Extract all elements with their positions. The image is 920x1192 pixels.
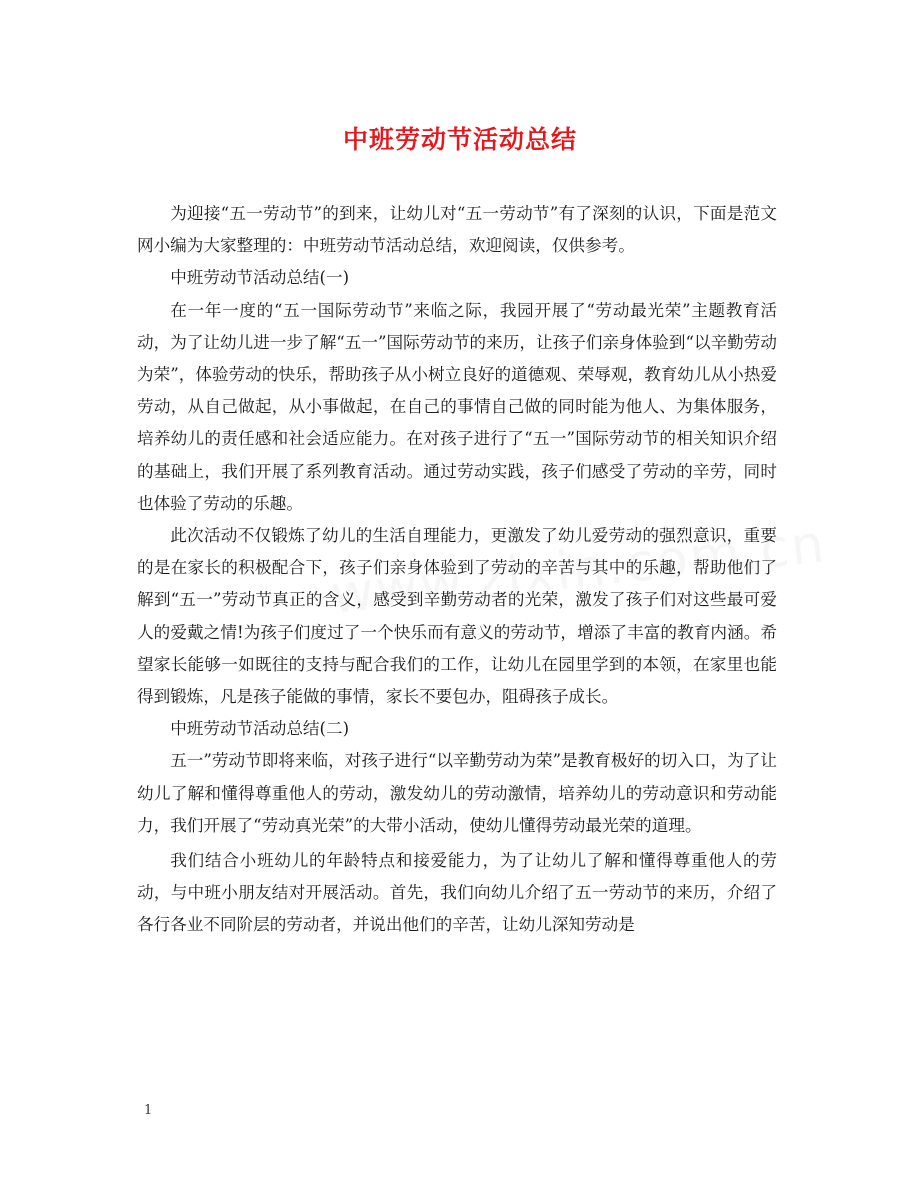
section-heading-1: 中班劳动节活动总结(一)	[170, 268, 350, 288]
document-body	[137, 198, 777, 942]
page-number: 1	[144, 1103, 153, 1118]
document-title: 中班劳动节活动总结	[342, 125, 577, 154]
section-heading-2: 中班劳动节活动总结(二)	[170, 719, 350, 739]
body-paragraph: 此次活动不仅锻炼了幼儿的生活自理能力，更激发了幼儿爱劳动的强烈意识，重要的是在家长的积极配合下，孩子们亲身体验到了劳动的辛苦与其中的乐趣，帮助他们了解到“五一”劳动节真正的含义，感受到辛勤劳动者的光荣，激发了孩子们对这些最可爱人的爱戴之情!为孩子们度过了一个快乐而有意义的劳动节，增添了丰富的教育内涵。希望家长能够一如既往的支持与配合我们的工作，让幼儿在园里学到的本领，在家里也能得到锻炼，凡是孩子能做的事情，家长不要包办，阻碍孩子成长。	[137, 526, 777, 707]
body-paragraph: 在一年一度的“五一国际劳动节”来临之际，我园开展了“劳动最光荣”主题教育活动，为了让幼儿进一步了解“五一”国际劳动节的来历，让孩子们亲身体验到“以辛勤劳动为荣”，体验劳动的快乐，帮助孩子从小树立良好的道德观、荣辱观，教育幼儿从小热爱劳动，从自己做起，从小事做起，在自己的事情自己做的同时能为他人、为集体服务，培养幼儿的责任感和社会适应能力。在对孩子进行了“五一”国际劳动节的相关知识介绍的基础上，我们开展了系列教育活动。通过劳动实践，孩子们感受了劳动的辛劳，同时也体验了劳动的乐趣。	[137, 300, 777, 513]
intro-paragraph: 为迎接“五一劳动节”的到来，让幼儿对“五一劳动节”有了深刻的认识，下面是范文网小编为大家整理的：中班劳动节活动总结，欢迎阅读，仅供参考。	[137, 204, 777, 256]
body-paragraph: 我们结合小班幼儿的年龄特点和接爱能力，为了让幼儿了解和懂得尊重他人的劳动，与中班小朋友结对开展活动。首先，我们向幼儿介绍了五一劳动节的来历，介绍了各行各业不同阶层的劳动者，并说出他们的辛苦，让幼儿深知劳动是	[137, 851, 777, 935]
body-paragraph: 五一”劳动节即将来临，对孩子进行“以辛勤劳动为荣”是教育极好的切入口，为了让幼儿了解和懂得尊重他人的劳动，激发幼儿的劳动激情，培养幼儿的劳动意识和劳动能力，我们开展了“劳动真光荣”的大带小活动，使幼儿懂得劳动最光荣的道理。	[137, 751, 777, 835]
